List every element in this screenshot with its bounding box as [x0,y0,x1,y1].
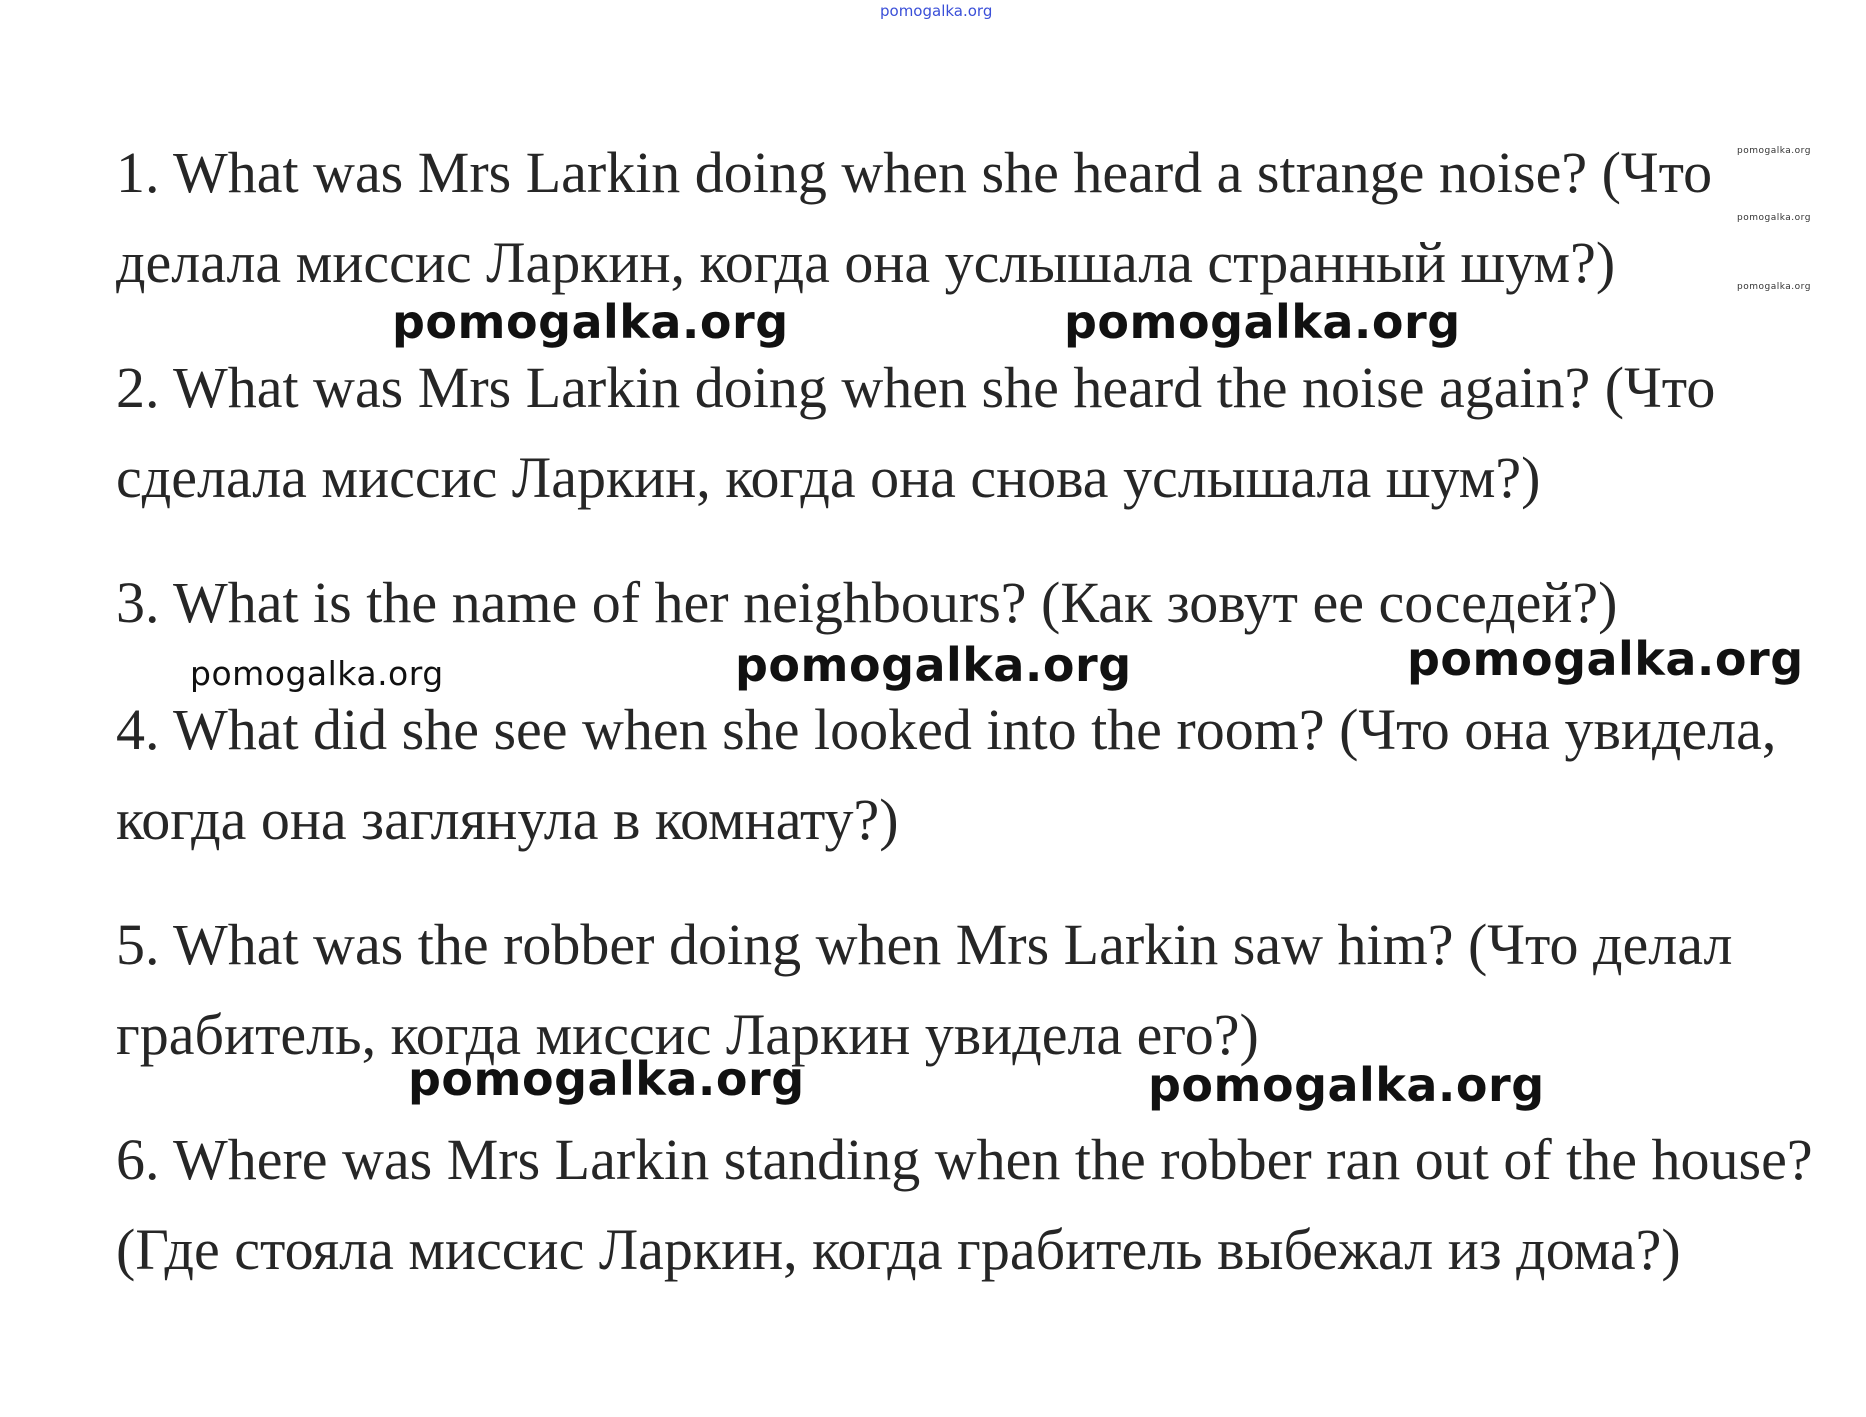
header-watermark: pomogalka.org [880,2,993,20]
watermark: pomogalka.org [1148,1058,1545,1112]
watermark: pomogalka.org [392,295,789,349]
watermark: pomogalka.org [1737,146,1811,156]
watermark: pomogalka.org [1737,213,1811,223]
watermark: pomogalka.org [1407,632,1804,686]
watermark: pomogalka.org [190,654,444,693]
question-5: 5. What was the robber doing when Mrs Larkin saw him? (Что делал грабитель, когда миссис Ларкин увидела его?) [116,912,1733,1067]
question-4: 4. What did she see when she looked into the room? (Что она увидела, когда она заглянула в комнату?) [116,697,1777,852]
watermark: pomogalka.org [1737,282,1811,292]
question-2: 2. What was Mrs Larkin doing when she heard the noise again? (Что сделала миссис Ларкин, когда она снова услышала шум?) [116,355,1716,510]
watermark: pomogalka.org [408,1052,805,1106]
question-6: 6. Where was Mrs Larkin standing when the robber ran out of the house? (Где стояла миссис Ларкин, когда грабитель выбежал из дома?) [116,1127,1813,1282]
watermark: pomogalka.org [1064,295,1461,349]
question-1: 1. What was Mrs Larkin doing when she heard a strange noise? (Что делала миссис Ларкин, когда она услышала странный шум?) [116,140,1713,295]
watermark: pomogalka.org [735,638,1132,692]
question-3: 3. What is the name of her neighbours? (Как зовут ее соседей?) [116,570,1618,635]
